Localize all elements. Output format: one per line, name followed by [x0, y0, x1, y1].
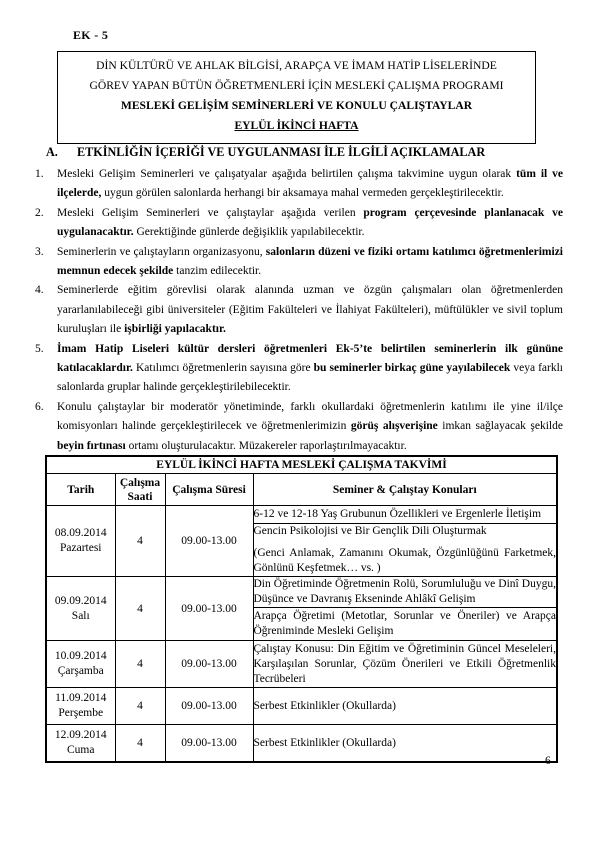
date-value: 08.09.2014	[54, 527, 107, 539]
date-cell	[46, 641, 115, 688]
attachment-label: EK - 5	[73, 28, 109, 42]
date-cell	[46, 688, 115, 725]
list-item-text: Konulu çalıştaylar bir moderatör yönetiminde, farklı okullardaki öğretmenlerin katılımı ile yine il/ilçe komisyonları halinde gerçekleştirilecek ve öğretmenlerimizin görüş alışverişine imkan sağlayacak şekilde beyin fırtınası ortamı oluşturulacaktır. Müzakereler raporlaştırılmayacaktır.	[57, 400, 563, 452]
time-range-cell: 09.00-13.00	[165, 641, 253, 688]
list-item-text: Mesleki Gelişim Seminerleri ve çalışatyalar aşağıda belirtilen çalışma takvimine uygun olarak tüm il ve ilçelerde, uygun görülen salonlarda herhangi bir aksamaya mahal vermeden gerçekleştirilecektir.	[57, 168, 563, 200]
table-title: EYLÜL İKİNCİ HAFTA MESLEKİ ÇALIŞMA TAKVİMİ	[46, 456, 557, 474]
weekly-schedule-table	[45, 455, 558, 763]
day-name: Çarşamba	[57, 665, 104, 677]
column-header: Çalışma Süresi	[165, 474, 253, 506]
list-item	[35, 281, 563, 339]
column-header: Tarih	[46, 474, 115, 506]
schedule-row	[46, 577, 557, 608]
topic-cell	[253, 608, 557, 641]
date-value: 11.09.2014	[55, 692, 107, 704]
topic-paragraph: Serbest Etkinlikler (Okullarda)	[253, 699, 396, 712]
section-letter: A.	[46, 145, 58, 159]
explanations-list	[35, 165, 563, 456]
column-header: Seminer & Çalıştay Konuları	[253, 474, 557, 506]
day-name: Pazartesi	[59, 542, 102, 554]
topic-paragraph: Din Öğretiminde Öğretmenin Rolü, Sorumluluğu ve Dinî Duygu, Düşünce ve Davranış Ekseninde Ahlâkî Gelişim	[253, 578, 556, 605]
schedule-row	[46, 688, 557, 725]
time-range-cell: 09.00-13.00	[165, 506, 253, 577]
column-header: Çalışma Saati	[115, 474, 165, 506]
list-item-number: 1.	[35, 168, 44, 180]
date-cell	[46, 577, 115, 641]
date-value: 12.09.2014	[54, 729, 107, 741]
topic-paragraph: Çalıştay Konusu: Din Eğitim ve Öğretiminin Güncel Meseleleri, Karşılaşılan Sorunlar, Çözüm Önerileri ve Etkili Öğretmenlik Tecrübeleri	[253, 642, 556, 685]
list-item	[35, 165, 563, 204]
section-title: ETKİNLİĞİN İÇERİĞİ VE UYGULANMASI İLE İLGİLİ AÇIKLAMALAR	[77, 145, 486, 159]
topic-paragraph: Gencin Psikolojisi ve Bir Gençlik Dili Oluşturmak	[253, 525, 487, 537]
page-number: 6	[545, 755, 551, 767]
time-range-cell: 09.00-13.00	[165, 725, 253, 763]
program-title-line: GÖREV YAPAN BÜTÜN ÖĞRETMENLERİ İÇİN MESLEKİ ÇALIŞMA PROGRAMI	[89, 79, 504, 92]
day-name: Cuma	[67, 744, 95, 756]
day-name: Salı	[71, 609, 90, 622]
day-name: Perşembe	[58, 707, 104, 719]
topic-cell	[253, 688, 557, 725]
schedule-row	[46, 641, 557, 688]
list-item-text: İmam Hatip Liseleri kültür dersleri öğretmenleri Ek-5’te belirtilen seminerlerin ilk gününe katılacaklardır. Katılımcı öğretmenlerin sayısına göre bu seminerler birkaç güne yayılabilecek veya farklı salonlarda gruplar halinde gerçekleştirilebilecektir.	[57, 342, 564, 394]
list-item	[35, 204, 563, 243]
topic-paragraph: 6-12 ve 12-18 Yaş Grubunun Özellikleri ve Ergenlerle İletişim	[253, 508, 542, 520]
list-item-number: 2.	[35, 206, 44, 219]
date-cell	[46, 725, 115, 763]
list-item-number: 4.	[35, 284, 44, 297]
work-hours-cell: 4	[115, 688, 165, 725]
topic-cell	[253, 641, 557, 688]
topic-cell	[253, 577, 557, 608]
work-hours-cell: 4	[115, 725, 165, 763]
topic-cell	[253, 506, 557, 524]
date-cell	[46, 506, 115, 577]
list-item-number: 6.	[35, 400, 44, 413]
program-title-box	[57, 51, 536, 144]
date-value: 10.09.2014	[54, 650, 107, 662]
work-hours-cell: 4	[115, 506, 165, 577]
schedule-row	[46, 506, 557, 524]
list-item	[35, 243, 563, 282]
program-title-line: MESLEKİ GELİŞİM SEMİNERLERİ VE KONULU ÇALIŞTAYLAR	[120, 99, 473, 112]
program-title-line: EYLÜL İKİNCİ HAFTA	[234, 119, 359, 132]
topic-paragraph: Arapça Öğretimi (Metotlar, Sorunlar ve Öneriler) ve Arapça Öğreniminde Mesleki Gelişim	[253, 610, 556, 637]
list-item-number: 3.	[35, 245, 44, 258]
list-item-text: Seminerlerde eğitim görevlisi olarak alanında uzman ve özgün çalışmaları olan öğretmenlerden yararlanılabileceği gibi üniversiteler (Eğitim Fakülteleri ve İlahiyat Fakülteleri), müftülükler ve sivil toplum kuruluşları ile işbirliği yapılacaktır.	[57, 284, 563, 336]
topic-paragraph: (Genci Anlamak, Zamanını Okumak, Özgünlüğünü Farketmek, Gönlünü Keşfetmek… vs. )	[253, 547, 556, 574]
section-heading	[46, 145, 485, 160]
date-value: 09.09.2014	[54, 594, 107, 607]
program-title-line: DİN KÜLTÜRÜ VE AHLAK BİLGİSİ, ARAPÇA VE İMAM HATİP LİSELERİNDE	[96, 59, 497, 72]
work-hours-cell: 4	[115, 577, 165, 641]
topic-cell	[253, 524, 557, 577]
list-item-text: Mesleki Gelişim Seminerleri ve çalıştaylar aşağıda verilen program çerçevesinde planlanacak ve uygulanacaktır. Gerektiğinde günlerde değişiklik yapılabilecektir.	[57, 206, 563, 239]
list-item-number: 5.	[35, 342, 44, 355]
list-item	[35, 398, 563, 456]
list-item-text: Seminerlerin ve çalıştayların organizasyonu, salonların düzeni ve fiziki ortamı katılımcı öğretmenlerimizi memnun edecek şekilde tanzim edilecektir.	[57, 245, 564, 278]
topic-cell	[253, 725, 557, 763]
time-range-cell: 09.00-13.00	[165, 688, 253, 725]
topic-paragraph: Serbest Etkinlikler (Okullarda)	[253, 736, 396, 749]
schedule-row	[46, 725, 557, 763]
list-item	[35, 340, 563, 398]
work-hours-cell: 4	[115, 641, 165, 688]
time-range-cell: 09.00-13.00	[165, 577, 253, 641]
